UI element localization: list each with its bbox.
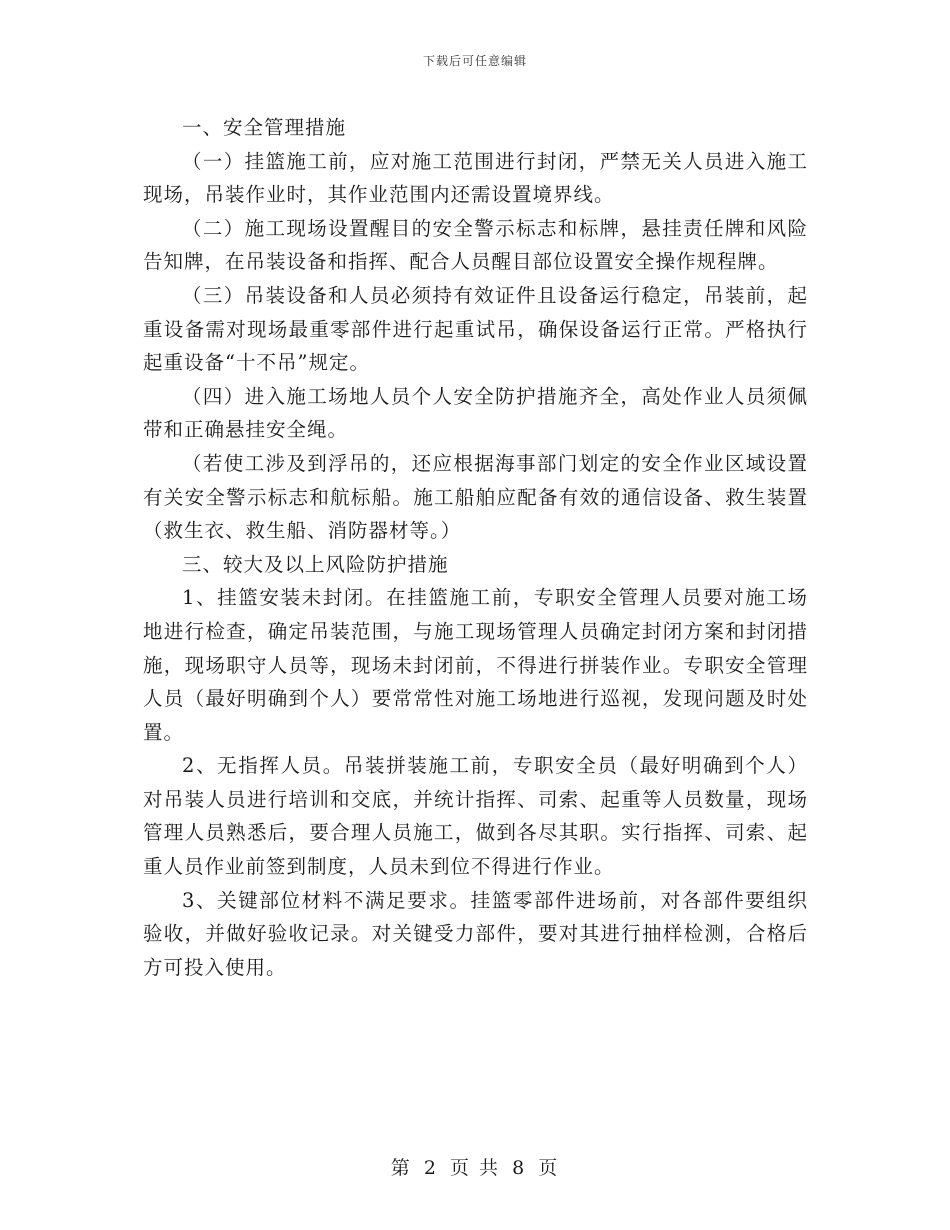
paragraph-risk-2: 2、无指挥人员。吊装拼装施工前，专职安全员（最好明确到个人）对吊装人员进行培训和交底，并统计指挥、司索、起重等人员数量，现场管理人员熟悉后，要合理人员施工，做到各尽其职。实行指挥、司索、起重人员作业前签到制度，人员未到位不得进行作业。	[143, 754, 808, 879]
paragraph-item-4: （四）进入施工场地人员个人安全防护措施齐全，高处作业人员须佩带和正确悬挂安全绳。	[143, 384, 808, 442]
footer-suffix: 页	[538, 1157, 560, 1179]
page-footer	[0, 1153, 950, 1180]
section-heading-risk-protection: 三、较大及以上风险防护措施	[182, 552, 449, 576]
paragraph-risk-1: 1、挂篮安装未封闭。在挂篮施工前，专职安全管理人员要对施工场地进行检查，确定吊装范围，与施工现场管理人员确定封闭方案和封闭措施，现场职守人员等，现场未封闭前，不得进行拼装作业。专职安全管理人员（最好明确到个人）要常常性对施工场地进行巡视，发现问题及时处置。	[143, 586, 808, 744]
footer-prefix: 第	[390, 1157, 412, 1179]
paragraph-note-floating-crane: （若使工涉及到浮吊的，还应根据海事部门划定的安全作业区域设置有关安全警示标志和航标船。施工船舶应配备有效的通信设备、救生装置（救生衣、救生船、消防器材等。）	[143, 451, 808, 543]
paragraph-risk-3: 3、关键部位材料不满足要求。挂篮零部件进场前，对各部件要组织验收，并做好验收记录。对关键受力部件，要对其进行抽样检测，合格后方可投入使用。	[143, 888, 808, 979]
footer-current-page: 2	[423, 1157, 438, 1179]
paragraph-item-2: （二）施工现场设置醒目的安全警示标志和标牌，悬挂责任牌和风险告知牌，在吊装设备和指挥、配合人员醒目部位设置安全操作规程牌。	[143, 216, 808, 274]
paragraph-item-1: （一）挂篮施工前，应对施工范围进行封闭，严禁无关人员进入施工现场，吊装作业时，其作业范围内还需设置境界线。	[143, 149, 808, 207]
footer-middle: 页 共	[449, 1157, 501, 1179]
footer-total-pages: 8	[512, 1157, 527, 1179]
section-heading-safety-management: 一、安全管理措施	[182, 116, 347, 139]
paragraph-item-3: （三）吊装设备和人员必须持有效证件且设备运行稳定，吊装前，起重设备需对现场最重零部件进行起重试吊，确保设备运行正常。严格执行起重设备“十不吊”规定。	[143, 283, 808, 375]
document-body	[143, 111, 808, 984]
header-note: 下载后可任意编辑	[422, 54, 527, 68]
